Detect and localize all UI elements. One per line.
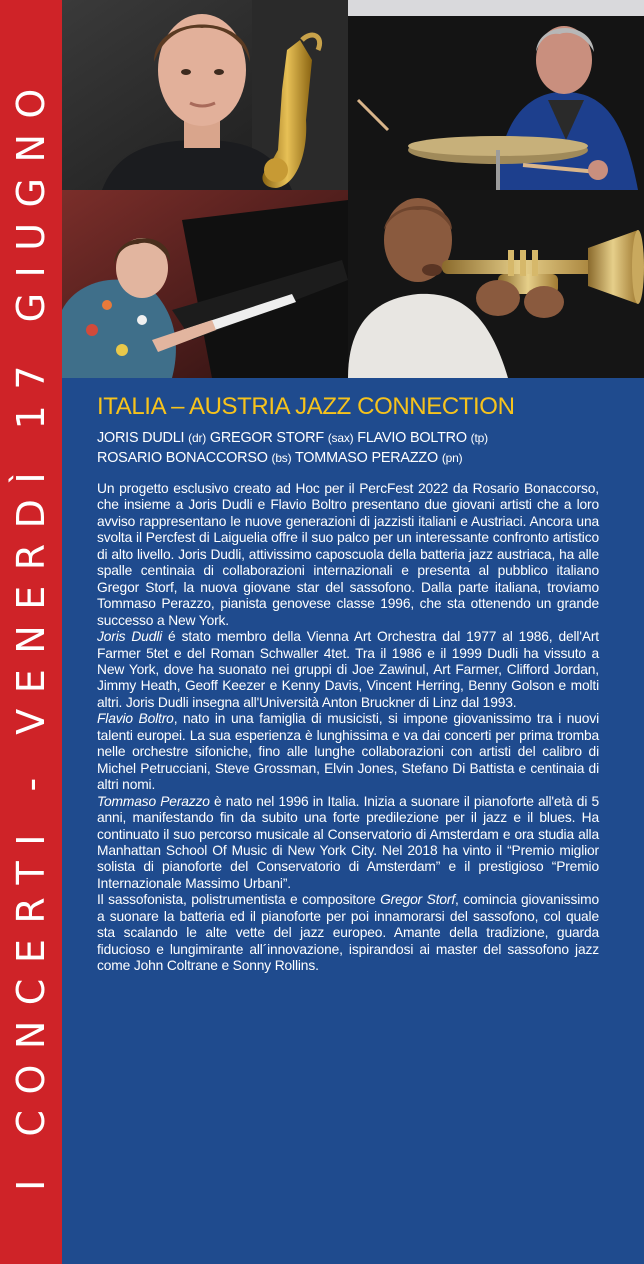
saxophonist-photo	[62, 0, 348, 190]
musician-name-italic: Flavio Boltro	[97, 711, 174, 727]
lineup-line-2	[97, 448, 599, 468]
musician-name: GREGOR STORF	[209, 430, 324, 446]
boltro-paragraph	[97, 711, 599, 793]
storf-intro: Il sassofonista, polistrumentista e compositore	[97, 892, 381, 908]
storf-paragraph	[97, 892, 599, 974]
concert-description	[97, 481, 599, 975]
musician-name-italic: Tommaso Perazzo	[97, 793, 210, 809]
musician-name-italic: Joris Dudli	[97, 629, 163, 645]
musician-role: (bs)	[271, 451, 292, 465]
trumpeter-photo	[348, 190, 644, 378]
photo-grid	[62, 0, 644, 378]
musician-role: (pn)	[441, 451, 463, 465]
musician-role: (tp)	[470, 431, 488, 445]
side-banner-text: I CONCERTI - VENERDÌ 17 GIUGNO	[9, 73, 53, 1191]
side-banner	[0, 0, 62, 1264]
musician-role: (dr)	[188, 431, 207, 445]
musician-name: TOMMASO PERAZZO	[294, 450, 439, 466]
drummer-photo	[348, 0, 644, 190]
musician-role: (sax)	[327, 431, 354, 445]
dudli-paragraph	[97, 629, 599, 711]
perazzo-paragraph	[97, 794, 599, 893]
lineup	[97, 428, 599, 468]
musician-name-italic: Gregor Storf	[380, 892, 456, 908]
concert-info	[97, 390, 599, 975]
musician-name: JORIS DUDLI	[97, 430, 185, 446]
boltro-bio: , nato in una famiglia di musicisti, si impone giovanissimo tra i nuovi talenti europei. La sua esperienza è lunghissima e va dai concerti per prima tromba nelle orchestre sifoniche, fino alle lunghe collaborazioni con artisti del calibro di Michel Petrucciani, Steve Grossman, Elvin Jones, Stefano Di Battista e centinaia di altri nomi.	[97, 711, 599, 793]
concert-title: ITALIA – AUSTRIA JAZZ CONNECTION	[97, 393, 515, 420]
storf-bio: , comincia giovanissimo a suonare la batteria ed il pianoforte per poi innamorarsi del sassofono, col quale sta scalando le alte vette del jazz europeo. Amante della tradizione, guarda fiducioso e lungimirante all´innovazione, ispirandosi ai master del sassofono jazz come John Coltrane e Sonny Rollins.	[97, 892, 599, 974]
pianist-photo	[62, 190, 348, 378]
dudli-bio: é stato membro della Vienna Art Orchestra dal 1977 al 1986, dell'Art Farmer 5tet e del Roman Schwaller 4tet. Tra il 1986 e il 1999 Dudli ha vissuto a New York, dove ha suonato nei gruppi di Joe Zawinul, Art Farmer, Clifford Jordan, Jimmy Heath, Geoff Keezer e Kenny Davis, Vincent Herring, Benny Golson e molti altri. Joris Dudli insegna all'Università Anton Bruckner di Linz dal 1993.	[97, 629, 599, 710]
lineup-line-1	[97, 428, 599, 448]
musician-name: FLAVIO BOLTRO	[357, 430, 467, 446]
perazzo-bio: è nato nel 1996 in Italia. Inizia a suonare il pianoforte all'età di 5 anni, manifestando fin da subito una forte predilezione per il jazz e il blues. Ha continuato il suo percorso musicale al Conservatorio di Amsterdam e ora studia alla Manhattan School Of Music di New York City. Nel 2018 ha vinto il “Premio miglior solista di pianoforte del Conservatorio di Amsterdam” e il prestigioso “Premio Internazionale Massimo Urbani”.	[97, 793, 599, 891]
intro-paragraph: Un progetto esclusivo creato ad Hoc per il PercFest 2022 da Rosario Bonaccorso, che insieme a Joris Dudli e Flavio Boltro presentano due giovani artisti che a loro avviso rappresentano le nuove generazioni di jazzisti italiani e Austriaci. Ancora una svolta il Percfest di Laiguelia offre il suo palco per un interessante confronto artistico di alto livello. Joris Dudli, attivissimo caposcuola della batteria jazz austriaca, ha alle spalle centinaia di collaborazioni internazionali e presenta al pubblico italiano Gregor Storf, la nuova giovane star del sassofono. Dalla parte italiana, troviamo Tommaso Perazzo, pianista genovese classe 1996, che sta ottenendo un grande successo a New York.	[97, 481, 599, 628]
musician-name: ROSARIO BONACCORSO	[97, 450, 268, 466]
